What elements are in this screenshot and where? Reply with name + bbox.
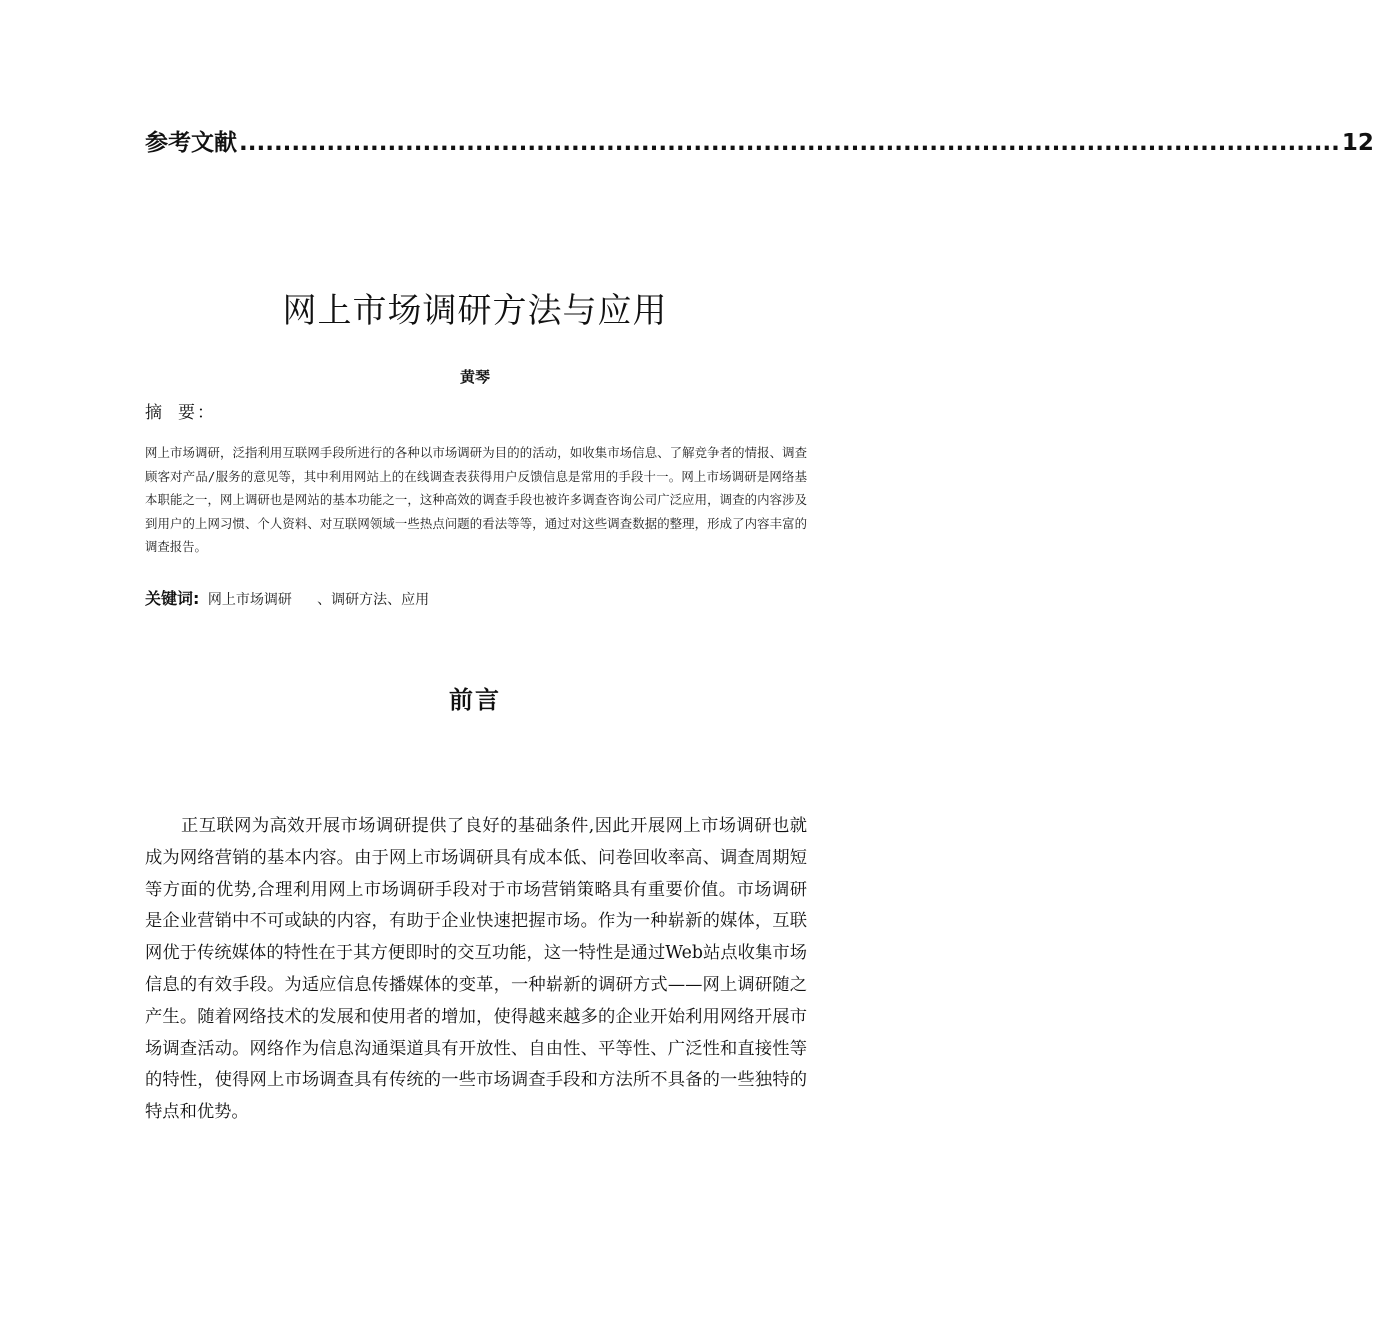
toc-leader-dots: .............................................................................................................................. <box>239 130 1340 156</box>
document-title: 网上市场调研方法与应用 <box>282 291 668 331</box>
keywords-line <box>145 586 429 609</box>
toc-page-number: 12 <box>1341 130 1374 156</box>
preface-heading: 前言 <box>449 686 501 714</box>
preface-paragraph: 正互联网为高效开展市场调研提供了良好的基础条件,因此开展网上市场调研也就成为网络营销的基本内容。由于网上市场调研具有成本低、问卷回收率高、调查周期短等方面的优势,合理利用网上市场调研手段对于市场营销策略具有重要价值。市场调研是企业营销中不可或缺的内容，有助于企业快速把握市场。作为一种崭新的媒体，互联网优于传统媒体的特性在于其方便即时的交互功能，这一特性是通过Web站点收集市场信息的有效手段。为适应信息传播媒体的变革，一种崭新的调研方式——网上调研随之产生。随着网络技术的发展和使用者的增加，使得越来越多的企业开始利用网络开展市场调查活动。网络作为信息沟通渠道具有开放性、自由性、平等性、广泛性和直接性等的特性，使得网上市场调查具有传统的一些市场调查手段和方法所不具备的一些独特的特点和优势。 <box>145 816 807 1123</box>
abstract-label-part1: 摘 <box>145 403 164 423</box>
toc-entry-references[interactable] <box>145 124 1374 164</box>
keywords-label: 关键词: <box>145 589 200 608</box>
abstract-label-part2: 要： <box>178 403 216 423</box>
keywords-values: 网上市场调研 、调研方法、应用 <box>199 592 430 608</box>
toc-entry-title: 参考文献 <box>145 130 237 156</box>
abstract-text: 网上市场调研，泛指利用互联网手段所进行的各种以市场调研为目的的活动，如收集市场信息、了解竞争者的情报、调查顾客对产品/服务的意见等，其中利用网站上的在线调查表获得用户反馈信息是常用的手段十一。网上市场调研是网络基本职能之一，网上调研也是网站的基本功能之一，这种高效的调查手段也被许多调查咨询公司广泛应用，调查的内容涉及到用户的上网习惯、个人资料、对互联网领域一些热点问题的看法等等，通过对这些调查数据的整理，形成了内容丰富的调查报告。 <box>145 445 807 555</box>
abstract-label <box>145 398 216 423</box>
author-name: 黄琴 <box>459 368 490 386</box>
